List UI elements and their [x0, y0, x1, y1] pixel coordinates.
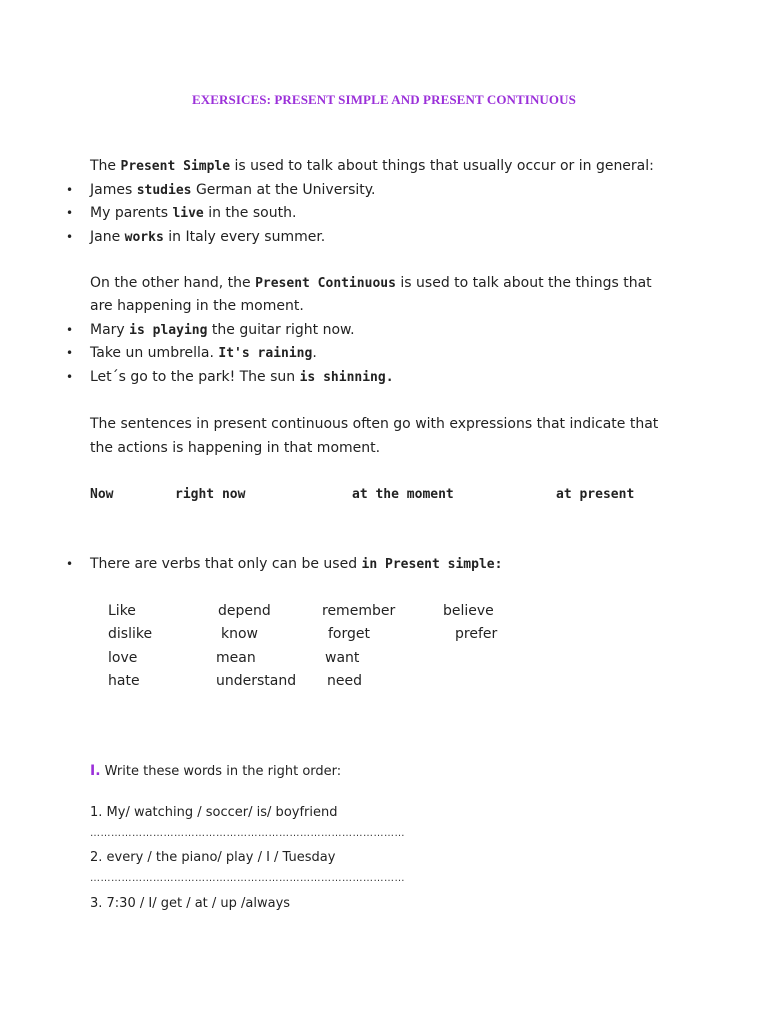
expression-item: at present: [556, 487, 635, 502]
exercise-item: 3. 7:30 / I/ get / at / up /always: [90, 896, 291, 911]
answer-line: ………………………………………………………………………………: [90, 873, 405, 884]
bullet-icon: •: [66, 557, 74, 571]
bullet-text: German at the University.: [191, 182, 376, 198]
intro-text: The: [90, 158, 121, 174]
verb-cell: mean: [216, 650, 256, 666]
bullet-text: Let´s go to the park! The sun: [90, 369, 300, 385]
verb-cell: Like: [108, 603, 136, 619]
verb-cell: depend: [218, 603, 271, 619]
bullet-text: the guitar right now.: [207, 322, 355, 338]
present-continuous-intro-2: are happening in the moment.: [90, 298, 304, 314]
bullet-text: .: [312, 345, 317, 361]
page-title: EXERSICES: PRESENT SIMPLE AND PRESENT CONTINUOUS: [192, 92, 576, 107]
answer-line: ………………………………………………………………………………: [90, 828, 405, 839]
bullet-text: There are verbs that only can be used: [90, 556, 362, 572]
verb-cell: forget: [328, 626, 370, 642]
exercise-instruction: Write these words in the right order:: [100, 764, 342, 779]
exercise-number: I.: [90, 763, 101, 779]
verb-cell: understand: [216, 673, 297, 689]
bullet-icon: •: [66, 183, 74, 197]
expression-item: at the moment: [352, 487, 454, 502]
intro-text: is used to talk about things that usually occur or in general:: [230, 158, 654, 174]
intro-bold: Present Continuous: [255, 276, 396, 291]
bullet-icon: •: [66, 230, 74, 244]
verb-cell: love: [108, 650, 138, 666]
bullet-text: in the south.: [203, 205, 297, 221]
expressions-intro-2: the actions is happening in that moment.: [90, 440, 381, 456]
bullet-bold: It's raining: [218, 346, 313, 361]
verb-cell: know: [221, 626, 258, 642]
bullet-bold: live: [172, 206, 204, 221]
intro-text: On the other hand, the: [90, 275, 256, 291]
verb-cell: want: [325, 650, 360, 666]
verb-cell: dislike: [108, 626, 153, 642]
bullet-icon: •: [66, 346, 74, 360]
intro-text: is used to talk about the things that: [395, 275, 652, 291]
verb-cell: believe: [443, 603, 494, 619]
bullet-text: My parents: [90, 205, 173, 221]
bullet-text: Take un umbrella.: [90, 345, 219, 361]
bullet-icon: •: [66, 323, 74, 337]
bullet-text: in Italy every summer.: [163, 229, 326, 245]
exercise-heading: [90, 761, 341, 782]
bullet-bold: is shinning.: [299, 370, 394, 385]
bullet-icon: •: [66, 206, 74, 220]
bullet-bold: works: [124, 230, 164, 245]
bullet-icon: •: [66, 370, 74, 384]
expression-item: Now: [90, 487, 114, 502]
bullet-text: James: [90, 182, 137, 198]
expression-item: right now: [175, 487, 246, 502]
bullet-bold: in Present simple: [361, 557, 495, 572]
verb-cell: need: [327, 673, 362, 689]
bullet-bold: is playing: [129, 323, 208, 338]
intro-bold: Present Simple: [120, 159, 231, 174]
verb-cell: remember: [322, 603, 396, 619]
exercise-item: 2. every / the piano/ play / I / Tuesday: [90, 850, 336, 865]
present-continuous-intro: [90, 273, 652, 294]
bullet-text: Mary: [90, 322, 130, 338]
verb-cell: prefer: [455, 626, 498, 642]
present-simple-intro: [90, 156, 654, 177]
bullet-bold: :: [494, 557, 503, 572]
bullet-bold: studies: [136, 183, 192, 198]
expressions-intro-1: The sentences in present continuous often go with expressions that indicate that: [90, 416, 659, 432]
exercise-item: 1. My/ watching / soccer/ is/ boyfriend: [90, 805, 338, 820]
bullet-text: Jane: [90, 229, 125, 245]
verb-cell: hate: [108, 673, 140, 689]
